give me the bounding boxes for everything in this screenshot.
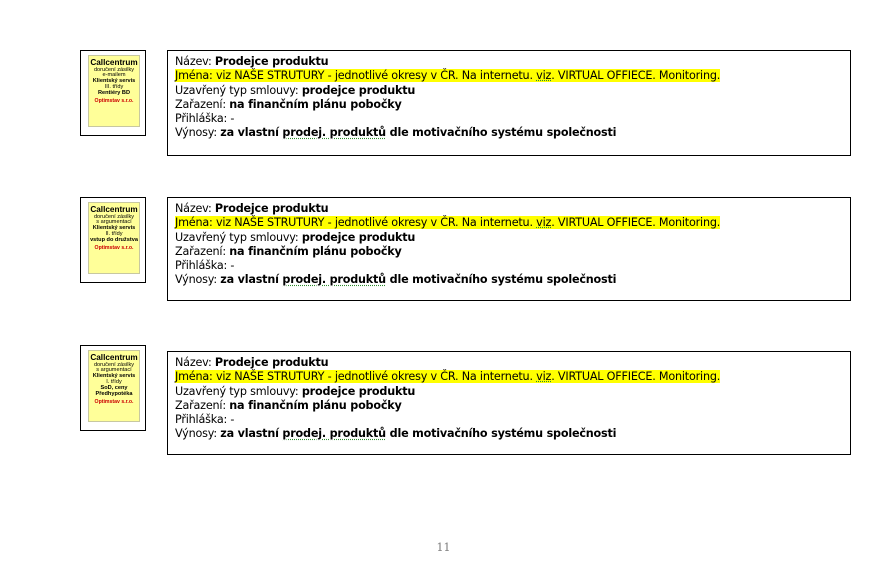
typ-label: Uzavřený typ smlouvy: (175, 83, 302, 97)
nazev-line (175, 55, 850, 69)
zarazeni-label: Zařazení: (175, 244, 230, 258)
callcentrum-thumbnail (80, 50, 146, 136)
jmena-line (175, 69, 850, 83)
nazev-value: Prodejce produktu (214, 202, 329, 215)
product-info-box (167, 197, 851, 301)
jmena-viz: viz (536, 69, 552, 83)
thumb-line: s argumentací (96, 219, 132, 226)
product-info-box (167, 50, 851, 156)
vynosy-underlined: prodej. produktů (282, 273, 386, 287)
zarazeni-line (175, 245, 850, 259)
vynosy-line (175, 126, 850, 140)
thumb-line: vstup do družstva (90, 237, 138, 244)
page-number: 11 (436, 541, 451, 554)
nazev-label: Název: (175, 55, 215, 68)
typ-value: prodejce produktu (301, 384, 416, 398)
typ-line (175, 84, 850, 98)
thumb-brand: Optimstav s.r.o. (94, 398, 134, 405)
zarazeni-label: Zařazení: (175, 97, 230, 111)
vynosy-post: dle motivačního systému společnosti (385, 126, 617, 140)
vynosy-label: Výnosy: (175, 273, 221, 287)
vynosy-underlined: prodej. produktů (282, 427, 386, 441)
thumb-line: Rentiéry BD (97, 90, 131, 97)
zarazeni-label: Zařazení: (175, 398, 230, 412)
prihlaska-line: Přihláška: - (175, 259, 235, 273)
thumb-line: s argumentací (96, 367, 132, 374)
vynosy-label: Výnosy: (175, 126, 221, 140)
typ-label: Uzavřený typ smlouvy: (175, 230, 302, 244)
jmena-pre: Jména: viz NAŠE STRUTURY - jednotlivé okresy v ČR. Na internetu. (175, 370, 537, 384)
thumb-title: Callcentrum (90, 58, 138, 67)
vynosy-post: dle motivačního systému společnosti (385, 427, 617, 441)
zarazeni-value: na finančním plánu pobočky (229, 97, 402, 111)
thumb-line: doručení zásilky (93, 361, 135, 368)
zarazeni-line (175, 98, 850, 112)
callcentrum-card (88, 55, 140, 127)
thumb-line: I. třídy (106, 379, 122, 386)
jmena-line (175, 370, 850, 384)
jmena-line (175, 216, 850, 230)
vynosy-pre: za vlastní (220, 427, 283, 441)
vynosy-label: Výnosy: (175, 427, 221, 441)
thumb-title: Callcentrum (90, 353, 138, 362)
nazev-value: Prodejce produktu (214, 356, 329, 369)
jmena-post: . VIRTUAL OFFIECE. Monitoring. (551, 69, 721, 83)
thumb-line: e-mailem (102, 72, 126, 79)
typ-value: prodejce produktu (301, 83, 416, 97)
nazev-line (175, 356, 850, 370)
jmena-post: . VIRTUAL OFFIECE. Monitoring. (551, 216, 721, 230)
typ-line (175, 385, 850, 399)
vynosy-line (175, 427, 850, 441)
thumb-line: doručení zásilky (93, 66, 135, 73)
thumb-line: Předhypotéka (95, 390, 133, 397)
thumb-brand: Optimstav s.r.o. (94, 97, 134, 104)
thumb-line: Klientský servis (92, 225, 136, 232)
product-info-box (167, 351, 851, 455)
jmena-pre: Jména: viz NAŠE STRUTURY - jednotlivé okresy v ČR. Na internetu. (175, 216, 537, 230)
thumb-line: doručení zásilky (93, 213, 135, 220)
thumb-line: Klientský servis (92, 78, 136, 85)
jmena-pre: Jména: viz NAŠE STRUTURY - jednotlivé okresy v ČR. Na internetu. (175, 69, 537, 83)
vynosy-line (175, 273, 850, 287)
typ-label: Uzavřený typ smlouvy: (175, 384, 302, 398)
vynosy-pre: za vlastní (220, 126, 283, 140)
callcentrum-card (88, 202, 140, 274)
vynosy-post: dle motivačního systému společnosti (385, 273, 617, 287)
nazev-label: Název: (175, 356, 215, 369)
jmena-viz: viz (536, 216, 552, 230)
nazev-value: Prodejce produktu (214, 55, 329, 68)
typ-value: prodejce produktu (301, 230, 416, 244)
prihlaska-line: Přihláška: - (175, 413, 235, 427)
nazev-label: Název: (175, 202, 215, 215)
jmena-viz: viz (536, 370, 552, 384)
callcentrum-thumbnail (80, 345, 146, 431)
zarazeni-value: na finančním plánu pobočky (229, 244, 402, 258)
zarazeni-line (175, 399, 850, 413)
nazev-line (175, 202, 850, 216)
prihlaska-line: Přihláška: - (175, 112, 235, 126)
thumb-line: Klientský servis (92, 373, 136, 380)
thumb-title: Callcentrum (90, 205, 138, 214)
vynosy-pre: za vlastní (220, 273, 283, 287)
thumb-line: III. třídy (104, 84, 124, 91)
jmena-post: . VIRTUAL OFFIECE. Monitoring. (551, 370, 721, 384)
thumb-brand: Optimstav s.r.o. (94, 244, 134, 251)
zarazeni-value: na finančním plánu pobočky (229, 398, 402, 412)
vynosy-underlined: prodej. produktů (282, 126, 386, 140)
callcentrum-card (88, 350, 140, 422)
thumb-line: II. třídy (105, 231, 123, 238)
callcentrum-thumbnail (80, 197, 146, 283)
thumb-line: SoD, ceny (100, 385, 128, 392)
typ-line (175, 231, 850, 245)
